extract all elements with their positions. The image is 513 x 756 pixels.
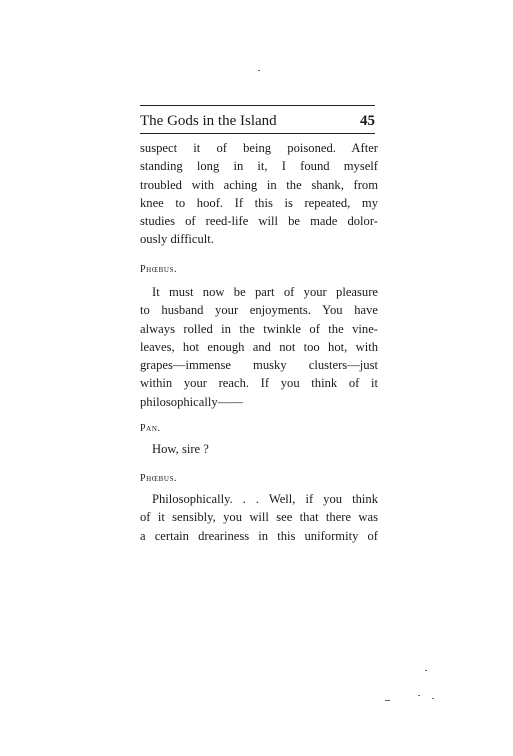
text-line: ously difficult. — [140, 232, 214, 247]
print-speck — [425, 670, 427, 671]
text-line: leaves, hot enough and not too hot, with — [140, 339, 378, 354]
print-speck — [258, 70, 260, 71]
text-line: grapes—immense musky clusters—just — [140, 358, 378, 373]
text-line: standing long in it, I found myself — [140, 159, 378, 174]
text-line: troubled with aching in the shank, from — [140, 177, 378, 192]
text-line: It must now be part of your pleasure — [152, 285, 378, 299]
paragraph-3 — [140, 440, 378, 458]
speaker-label: Phœbus. — [140, 473, 178, 484]
text-line: suspect it of being poisoned. After — [140, 141, 378, 155]
text-line: studies of reed-life will be made dolor- — [140, 214, 378, 229]
text-line: to husband your enjoyments. You have — [140, 303, 378, 318]
header-top-rule — [140, 105, 375, 106]
text-line: How, sire ? — [152, 442, 209, 456]
paragraph-2 — [140, 283, 378, 411]
running-header — [140, 111, 375, 131]
print-speck — [418, 695, 420, 696]
text-line: Philosophically. . . Well, if you think — [152, 492, 378, 506]
header-bottom-rule — [140, 133, 375, 134]
paragraph-4 — [140, 490, 378, 545]
text-line: of it sensibly, you will see that there was — [140, 510, 378, 525]
text-line: within your reach. If you think of it — [140, 376, 378, 391]
print-speck — [432, 698, 434, 699]
running-title: The Gods in the Island — [140, 113, 277, 129]
text-line: knee to hoof. If this is repeated, my — [140, 195, 378, 210]
text-line: philosophically—— — [140, 394, 243, 409]
print-speck — [385, 700, 390, 701]
text-line: always rolled in the twinkle of the vine- — [140, 321, 378, 336]
paragraph-1 — [140, 139, 378, 249]
text-line: a certain dreariness in this uniformity of — [140, 528, 378, 543]
speaker-label: Phœbus. — [140, 264, 178, 275]
speaker-label: Pan. — [140, 423, 161, 434]
page-number: 45 — [360, 113, 375, 129]
